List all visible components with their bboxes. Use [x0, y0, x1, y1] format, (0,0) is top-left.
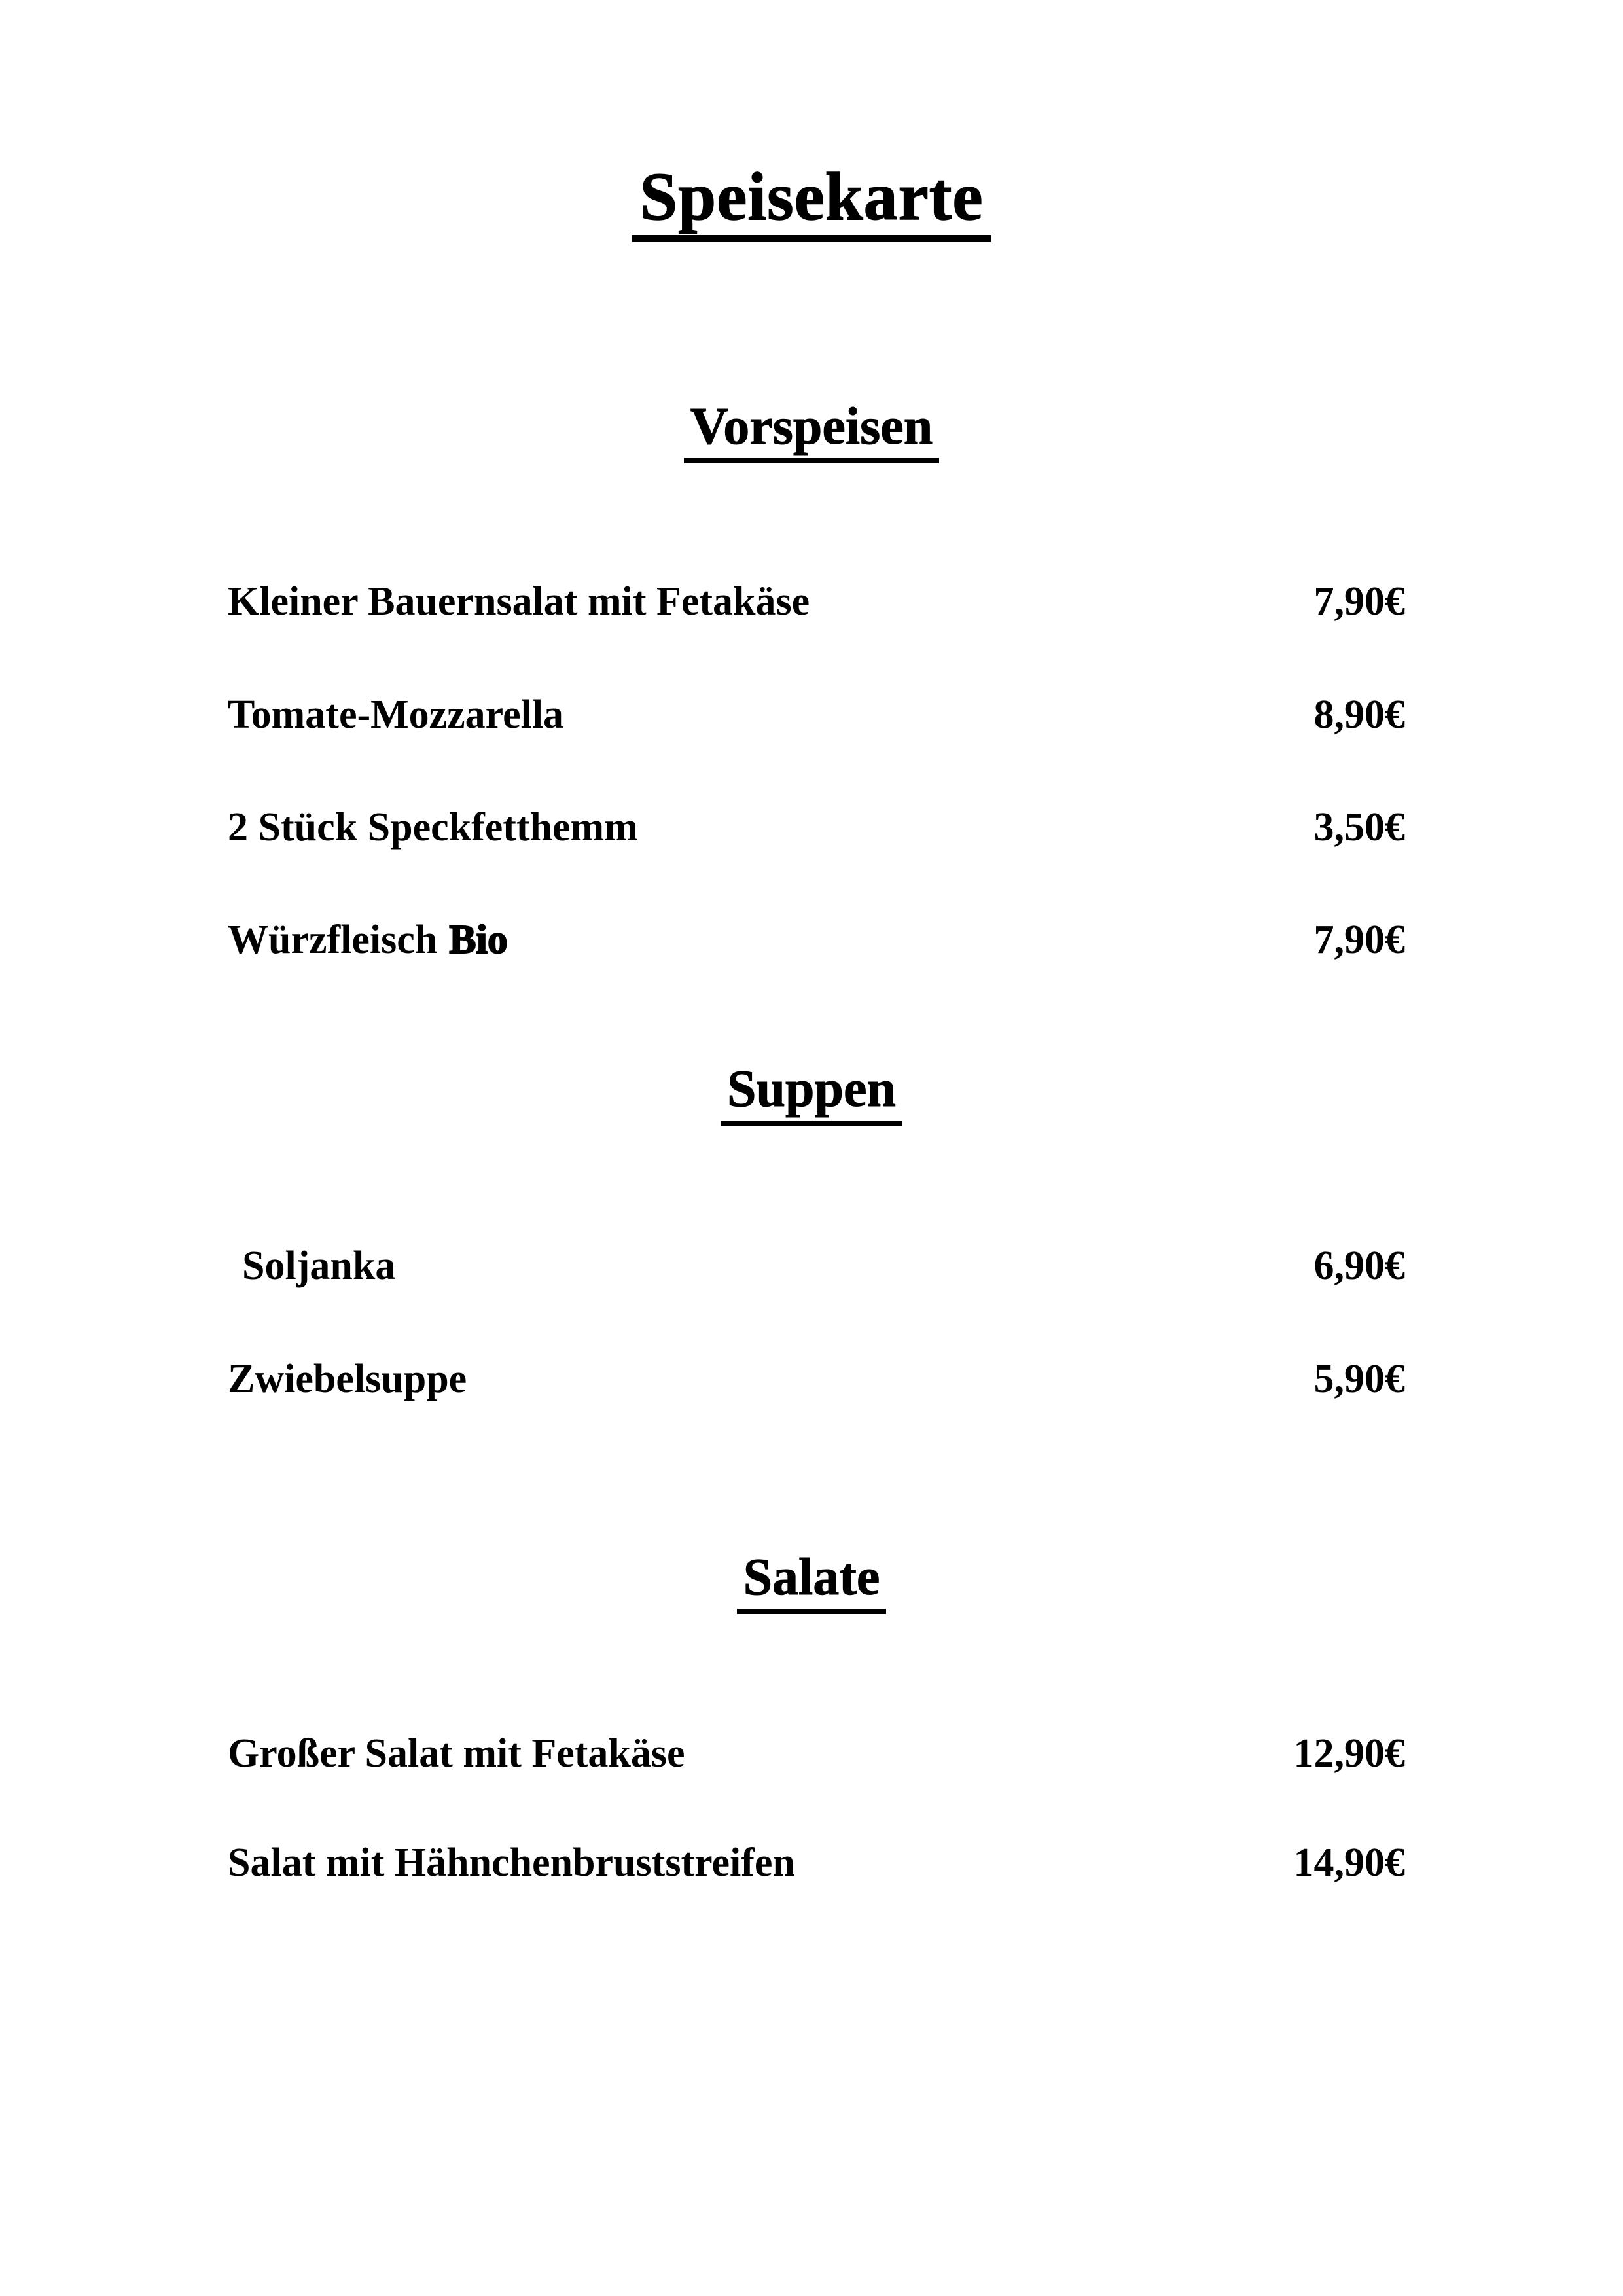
- item-name: Soljanka: [242, 1244, 396, 1288]
- item-name-group: [228, 805, 638, 850]
- item-price: 6,90€: [1313, 1244, 1405, 1288]
- menu-item-row: [0, 1244, 1623, 1288]
- menu-section-heading-row: [0, 399, 1623, 463]
- item-badge: Bio: [449, 918, 508, 962]
- item-price: 14,90€: [1293, 1840, 1405, 1885]
- item-name-group: [228, 1731, 685, 1776]
- item-name-group: [228, 579, 810, 624]
- item-name: Großer Salat mit Fetakäse: [228, 1731, 685, 1776]
- item-name: Salat mit Hähnchenbruststreifen: [228, 1840, 795, 1885]
- menu-section-heading-row: [0, 1062, 1623, 1126]
- menu-item-row: [0, 805, 1623, 850]
- page-title: Speisekarte: [632, 161, 991, 242]
- section-heading: Suppen: [721, 1062, 902, 1126]
- section-heading: Vorspeisen: [684, 399, 939, 463]
- item-name-group: [228, 918, 508, 962]
- item-price: 7,90€: [1313, 918, 1405, 962]
- item-name: Würzfleisch: [228, 918, 438, 962]
- item-name-group: [228, 1840, 795, 1885]
- menu-item-row: [0, 1840, 1623, 1885]
- item-name: Tomate-Mozzarella: [228, 692, 564, 737]
- menu-item-row: [0, 692, 1623, 737]
- item-name: Kleiner Bauernsalat mit Fetakäse: [228, 579, 810, 624]
- item-price: 5,90€: [1313, 1357, 1405, 1401]
- menu-item-row: [0, 1731, 1623, 1776]
- menu-item-row: [0, 579, 1623, 624]
- item-price: 3,50€: [1313, 805, 1405, 850]
- item-name: Zwiebelsuppe: [228, 1357, 467, 1401]
- menu-section-heading-row: [0, 1550, 1623, 1614]
- item-name: 2 Stück Speckfetthemm: [228, 805, 638, 850]
- menu-item-row: [0, 1357, 1623, 1401]
- page-title-row: [0, 161, 1623, 242]
- item-name-group: [228, 692, 563, 737]
- item-name-group: [228, 1244, 395, 1288]
- item-price: 7,90€: [1313, 579, 1405, 624]
- item-price: 8,90€: [1313, 692, 1405, 737]
- item-name-group: [228, 1357, 467, 1401]
- section-heading: Salate: [737, 1550, 887, 1614]
- menu-item-row: [0, 918, 1623, 962]
- item-price: 12,90€: [1293, 1731, 1405, 1776]
